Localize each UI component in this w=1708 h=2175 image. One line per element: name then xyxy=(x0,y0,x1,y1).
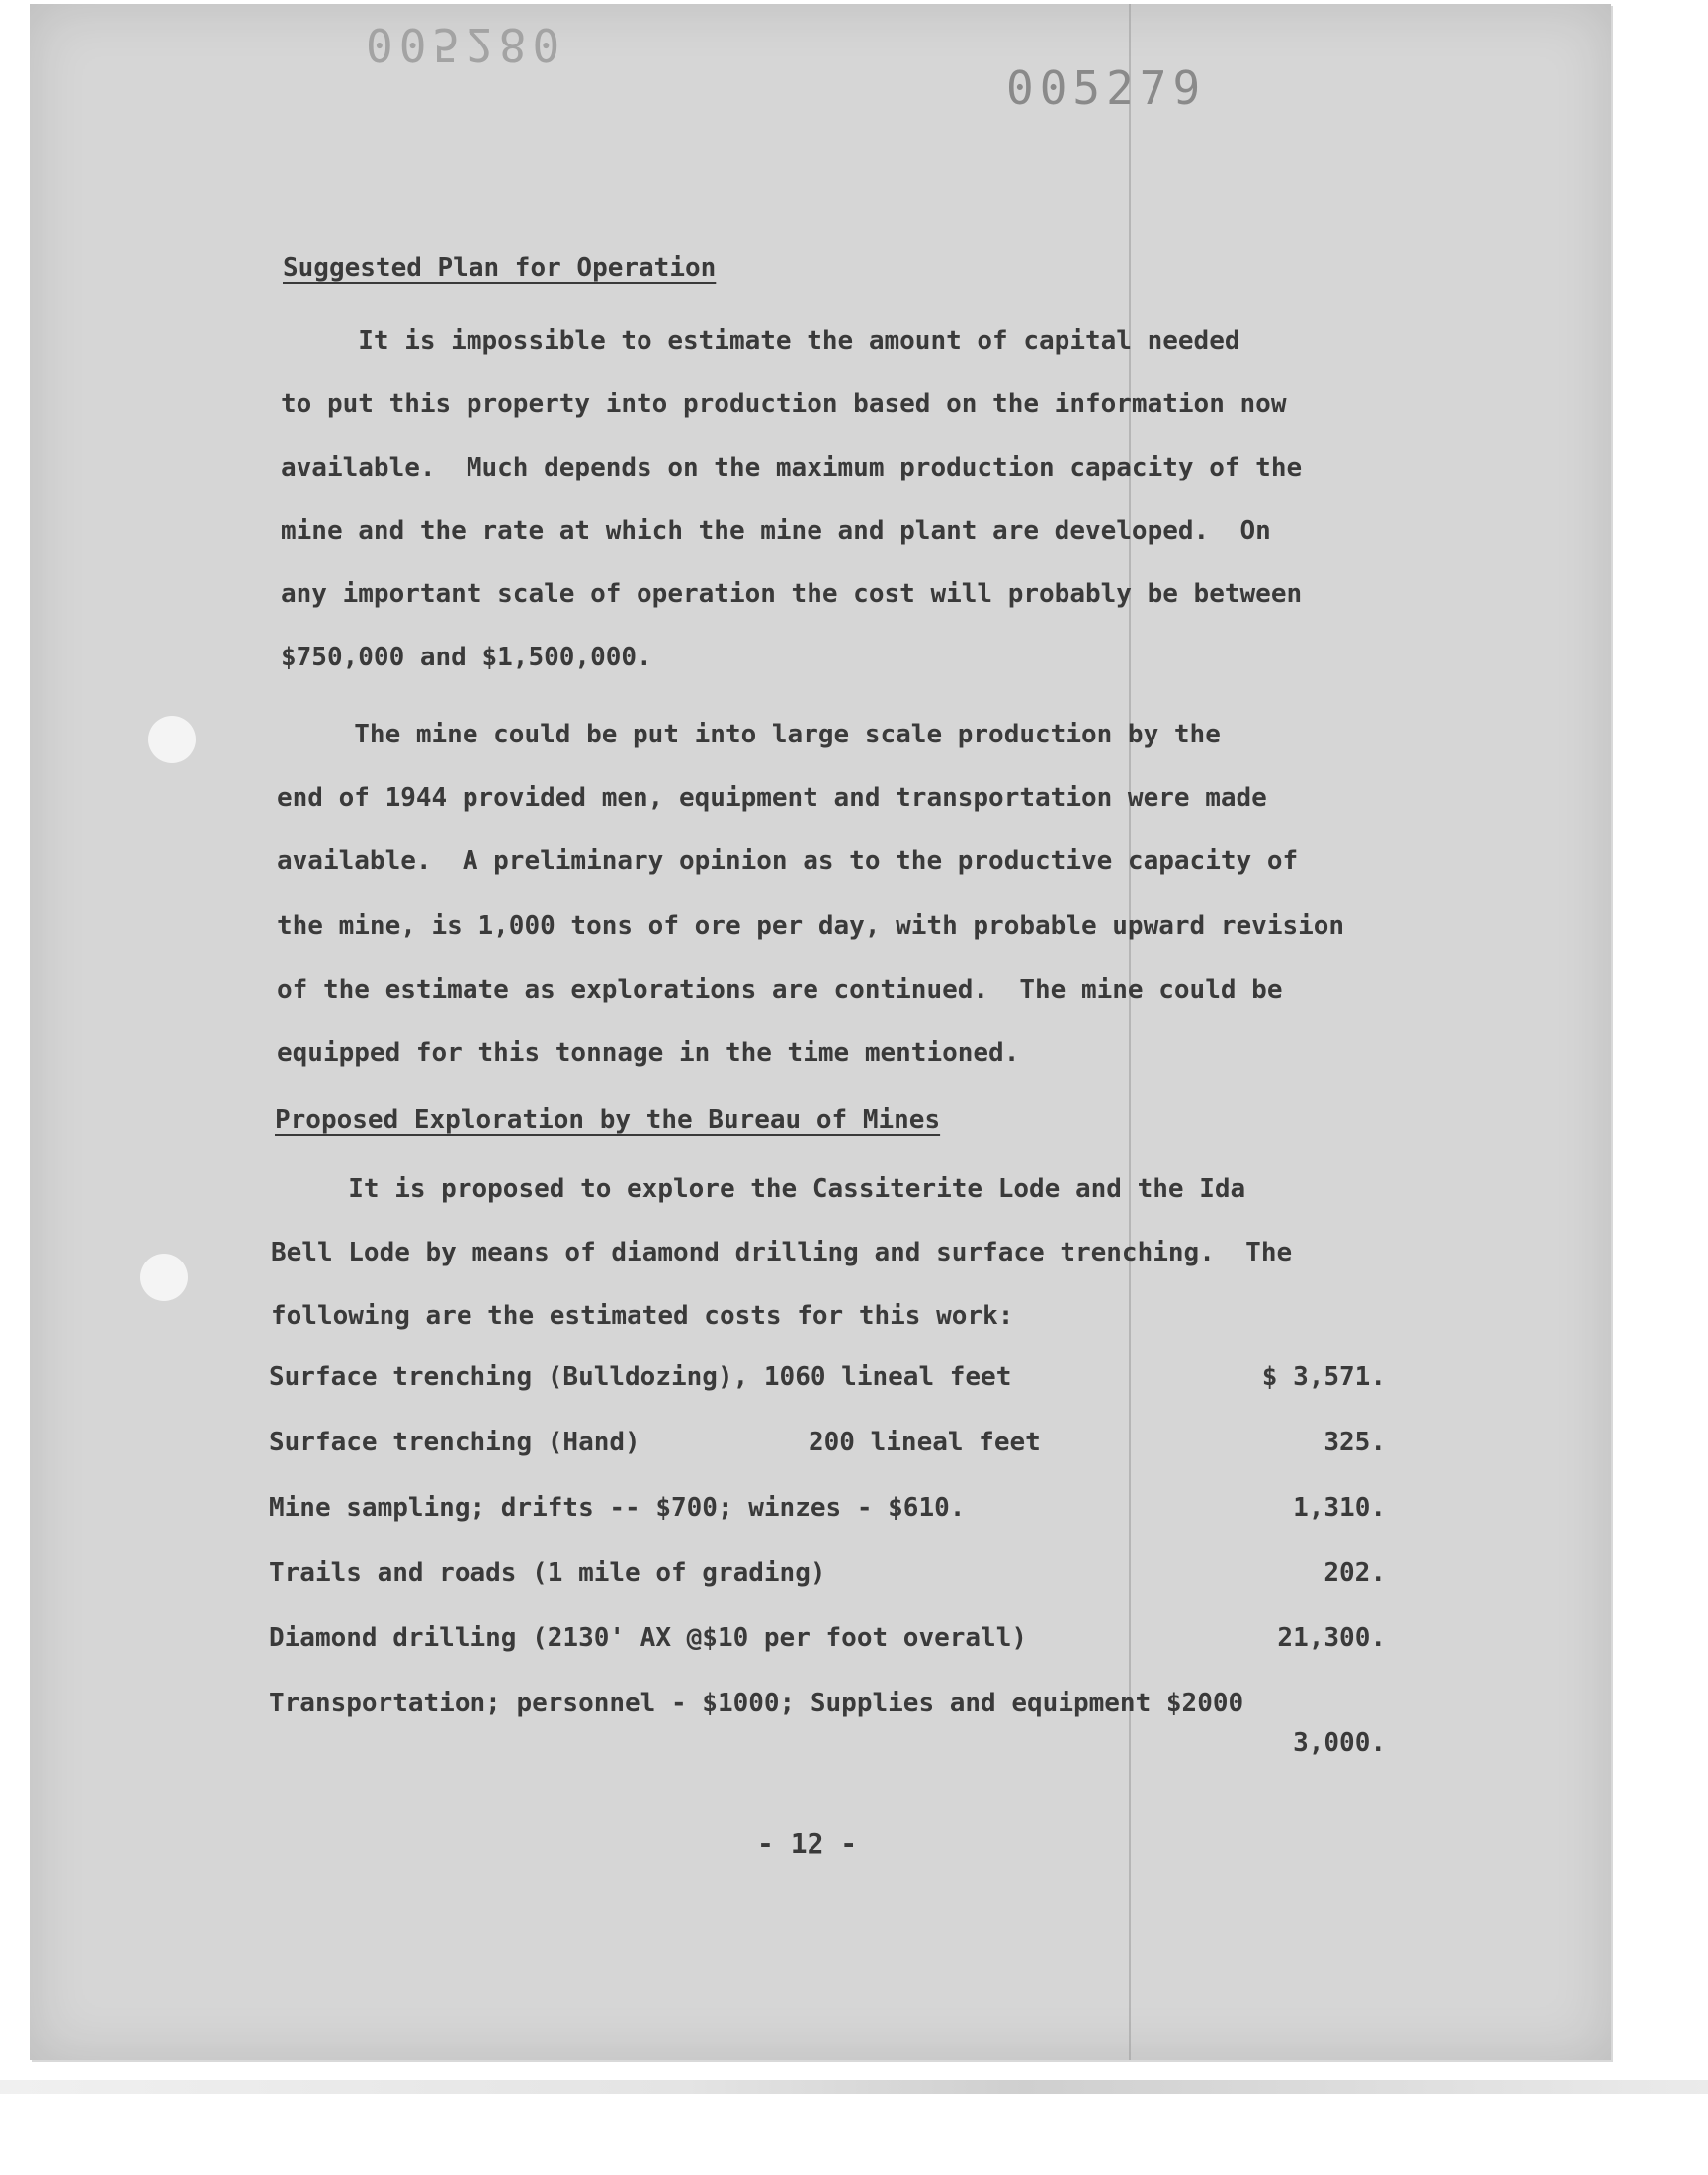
page-number: - 12 - xyxy=(757,1827,858,1860)
cost-row xyxy=(269,1362,1386,1402)
cost-amount: 21,300. xyxy=(1277,1623,1386,1653)
text-line: the mine, is 1,000 tons of ore per day, with probable upward revision xyxy=(277,912,1345,941)
section-heading-operation: Suggested Plan for Operation xyxy=(283,253,717,283)
document-number-stamp: 005279 xyxy=(1006,61,1207,115)
cost-description: Mine sampling; drifts -- $700; winzes - $610. xyxy=(269,1493,966,1522)
paragraph-production xyxy=(277,720,1345,1068)
cost-description: Trails and roads (1 mile of grading) xyxy=(269,1558,826,1588)
cost-amount: 202. xyxy=(1324,1558,1386,1588)
cost-row xyxy=(269,1428,1386,1467)
section-heading-exploration: Proposed Exploration by the Bureau of Mines xyxy=(275,1105,941,1135)
bleed-through-stamp: 005280 xyxy=(366,18,566,71)
text-line: of the estimate as explorations are continued. The mine could be xyxy=(277,975,1283,1004)
paragraph-exploration xyxy=(271,1174,1293,1331)
cost-amount: $ 3,571. xyxy=(1261,1362,1386,1392)
text-line: end of 1944 provided men, equipment and transportation were made xyxy=(277,783,1267,813)
text-line: available. A preliminary opinion as to the productive capacity of xyxy=(277,846,1299,876)
cost-description: Diamond drilling (2130' AX @$10 per foot overall) xyxy=(269,1623,1028,1653)
text-line: $750,000 and $1,500,000. xyxy=(281,643,652,672)
cost-row xyxy=(269,1689,1386,1768)
cost-description: Transportation; personnel - $1000; Supplies and equipment $2000 xyxy=(269,1689,1244,1718)
text-line: It is impossible to estimate the amount of capital needed xyxy=(281,326,1240,356)
text-line: equipped for this tonnage in the time mentioned. xyxy=(277,1038,1020,1068)
cost-quantity: 200 lineal feet xyxy=(809,1428,1041,1457)
text-line: available. Much depends on the maximum production capacity of the xyxy=(281,453,1303,482)
cost-description: Surface trenching (Bulldozing), 1060 lineal feet xyxy=(269,1362,1012,1392)
paragraph-capital xyxy=(281,326,1303,672)
text-line: to put this property into production based on the information now xyxy=(281,390,1287,419)
cost-amount: 1,310. xyxy=(1293,1493,1386,1522)
text-line: The mine could be put into large scale production by the xyxy=(277,720,1221,749)
text-line: mine and the rate at which the mine and plant are developed. On xyxy=(281,516,1271,546)
text-line: Bell Lode by means of diamond drilling and surface trenching. The xyxy=(271,1238,1293,1267)
cost-row xyxy=(269,1558,1386,1598)
punch-hole xyxy=(140,1254,188,1301)
text-line: It is proposed to explore the Cassiterite Lode and the Ida xyxy=(271,1174,1246,1204)
cost-row xyxy=(269,1623,1386,1663)
scan-edge xyxy=(0,2080,1708,2094)
punch-hole xyxy=(148,716,196,763)
cost-amount: 3,000. xyxy=(1293,1728,1386,1758)
cost-amount: 325. xyxy=(1324,1428,1386,1457)
cost-row xyxy=(269,1493,1386,1532)
cost-description: Surface trenching (Hand) xyxy=(269,1428,640,1457)
text-line: following are the estimated costs for this work: xyxy=(271,1301,1014,1331)
text-line: any important scale of operation the cost will probably be between xyxy=(281,579,1303,609)
